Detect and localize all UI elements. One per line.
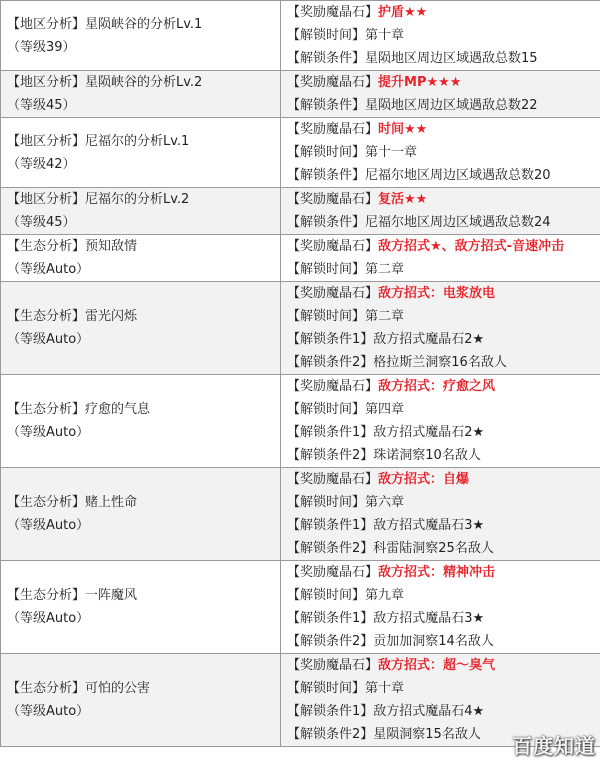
- detail-line: [287, 282, 594, 305]
- skill-name: 【生态分析】预知敌情: [7, 239, 138, 254]
- skill-name: 【生态分析】赌上性命: [7, 495, 138, 510]
- table-row: [1, 188, 600, 235]
- skill-name: 【地区分析】尼福尔的分析Lv.1: [7, 133, 190, 149]
- detail-value: 第二章: [365, 309, 405, 324]
- detail-value: 敌方招式魔晶石2★: [373, 425, 485, 440]
- detail-value: 星陨洞察15名敌人: [373, 727, 481, 742]
- detail-line: [287, 211, 594, 234]
- skill-level: （等级Auto）: [7, 518, 90, 533]
- detail-value: 第九章: [365, 588, 405, 603]
- skill-name: 【地区分析】星陨峡谷的分析Lv.2: [7, 75, 203, 90]
- detail-value: 第六章: [365, 495, 405, 510]
- detail-line: [287, 421, 594, 444]
- skill-name-cell: [1, 654, 281, 747]
- detail-value: 第十章: [365, 28, 405, 43]
- skill-name-cell: [1, 71, 281, 118]
- detail-label: 【奖励魔晶石】: [287, 472, 379, 487]
- detail-line: [287, 188, 594, 211]
- skill-detail-cell: [281, 375, 600, 468]
- detail-line: [287, 351, 594, 374]
- detail-value: 第十一章: [365, 145, 418, 160]
- detail-line: [287, 164, 594, 187]
- detail-label: 【解锁条件2】: [287, 727, 374, 742]
- skill-detail-cell: [281, 561, 600, 654]
- skill-detail-cell: [281, 118, 600, 188]
- detail-label: 【奖励魔晶石】: [287, 379, 379, 394]
- reward-crystal-value: 时间★★: [378, 122, 428, 137]
- detail-line: [287, 584, 594, 607]
- detail-line: [287, 654, 594, 677]
- reward-crystal-value: 护盾★★: [378, 5, 428, 20]
- detail-label: 【奖励魔晶石】: [287, 658, 379, 673]
- table-body: [1, 1, 600, 747]
- detail-label: 【解锁条件1】: [287, 518, 374, 533]
- table-row: [1, 654, 600, 747]
- detail-label: 【解锁时间】: [287, 28, 366, 43]
- skill-level: （等级Auto）: [7, 704, 90, 719]
- skill-name: 【生态分析】一阵魔风: [7, 588, 138, 603]
- skill-level: （等级Auto）: [7, 332, 90, 347]
- detail-line: [287, 328, 594, 351]
- skill-name: 【生态分析】雷光闪烁: [7, 309, 138, 324]
- detail-label: 【奖励魔晶石】: [287, 565, 379, 580]
- detail-label: 【解锁时间】: [287, 588, 366, 603]
- detail-line: [287, 630, 594, 653]
- detail-value: 敌方招式魔晶石4★: [373, 704, 485, 719]
- skill-detail-cell: [281, 282, 600, 375]
- skill-name-cell: [1, 188, 281, 235]
- skill-level: （等级45）: [7, 98, 76, 113]
- reward-crystal-value: 敌方招式：疗愈之风: [378, 379, 496, 394]
- reward-crystal-value: 敌方招式：精神冲击: [378, 565, 496, 580]
- detail-line: [287, 47, 594, 70]
- detail-label: 【解锁条件】: [287, 98, 366, 113]
- detail-label: 【解锁条件1】: [287, 611, 374, 626]
- skill-level: （等级Auto）: [7, 611, 90, 626]
- table-row: [1, 561, 600, 654]
- detail-value: 敌方招式魔晶石3★: [373, 518, 485, 533]
- detail-value: 珠诺洞察10名敌人: [373, 448, 481, 463]
- detail-line: [287, 141, 594, 164]
- detail-line: [287, 71, 594, 94]
- detail-line: [287, 468, 594, 491]
- detail-label: 【解锁条件】: [287, 51, 366, 66]
- detail-line: [287, 258, 594, 281]
- detail-line: [287, 444, 594, 467]
- detail-line: [287, 398, 594, 421]
- skill-level: （等级42）: [7, 156, 76, 172]
- detail-label: 【解锁时间】: [287, 262, 366, 277]
- skill-name-cell: [1, 561, 281, 654]
- reward-crystal-value: 复活★★: [378, 192, 428, 207]
- skill-detail-cell: [281, 188, 600, 235]
- reward-crystal-value: 提升MP★★★: [378, 75, 462, 90]
- detail-line: [287, 514, 594, 537]
- detail-label: 【奖励魔晶石】: [287, 5, 379, 20]
- detail-label: 【奖励魔晶石】: [287, 122, 379, 137]
- detail-label: 【解锁条件】: [287, 215, 366, 230]
- detail-value: 科雷陆洞察25名敌人: [373, 541, 494, 556]
- detail-value: 第四章: [365, 402, 405, 417]
- detail-label: 【解锁条件2】: [287, 634, 374, 649]
- table-row: [1, 375, 600, 468]
- detail-line: [287, 235, 594, 258]
- table-row: [1, 1, 600, 71]
- skill-level: （等级39）: [7, 39, 76, 55]
- skill-level: （等级45）: [7, 215, 76, 230]
- skill-detail-cell: [281, 71, 600, 118]
- skill-name-cell: [1, 235, 281, 282]
- reward-crystal-value: 敌方招式：电浆放电: [378, 286, 496, 301]
- detail-line: [287, 491, 594, 514]
- detail-line: [287, 607, 594, 630]
- skill-name-cell: [1, 282, 281, 375]
- skill-detail-cell: [281, 1, 600, 71]
- detail-line: [287, 537, 594, 560]
- detail-label: 【奖励魔晶石】: [287, 192, 379, 207]
- skill-name-cell: [1, 468, 281, 561]
- table-row: [1, 235, 600, 282]
- detail-line: [287, 118, 594, 141]
- detail-value: 尼福尔地区周边区域遇敌总数20: [365, 168, 551, 183]
- skill-name-cell: [1, 118, 281, 188]
- detail-label: 【解锁时间】: [287, 402, 366, 417]
- skill-detail-cell: [281, 468, 600, 561]
- skill-name: 【生态分析】疗愈的气息: [7, 402, 151, 417]
- detail-value: 贡加加洞察14名敌人: [373, 634, 494, 649]
- detail-label: 【解锁条件2】: [287, 448, 374, 463]
- reward-crystal-value: 敌方招式：超～臭气: [378, 658, 496, 673]
- table-row: [1, 71, 600, 118]
- detail-line: [287, 24, 594, 47]
- detail-line: [287, 94, 594, 117]
- detail-label: 【解锁条件】: [287, 168, 366, 183]
- skill-level: （等级Auto）: [7, 262, 90, 277]
- detail-line: [287, 305, 594, 328]
- detail-label: 【解锁条件1】: [287, 332, 374, 347]
- detail-label: 【奖励魔晶石】: [287, 75, 379, 90]
- watermark-logo: 百度知道: [512, 734, 596, 758]
- reward-crystal-value: 敌方招式★、敌方招式-音速冲击: [378, 239, 565, 254]
- detail-value: 格拉斯兰洞察16名敌人: [373, 355, 507, 370]
- detail-value: 星陨地区周边区域遇敌总数22: [365, 98, 538, 113]
- detail-line: [287, 375, 594, 398]
- skill-name: 【生态分析】可怕的公害: [7, 681, 151, 696]
- detail-label: 【解锁条件2】: [287, 541, 374, 556]
- reward-crystal-value: 敌方招式：自爆: [378, 472, 470, 487]
- detail-label: 【解锁时间】: [287, 145, 366, 160]
- detail-line: [287, 1, 594, 24]
- skill-level: （等级Auto）: [7, 425, 90, 440]
- detail-line: [287, 561, 594, 584]
- detail-label: 【解锁条件1】: [287, 425, 374, 440]
- table-row: [1, 468, 600, 561]
- skill-name: 【地区分析】星陨峡谷的分析Lv.1: [7, 16, 203, 32]
- detail-label: 【解锁条件1】: [287, 704, 374, 719]
- detail-label: 【奖励魔晶石】: [287, 286, 379, 301]
- detail-value: 星陨地区周边区域遇敌总数15: [365, 51, 538, 66]
- detail-label: 【解锁条件2】: [287, 355, 374, 370]
- skill-name: 【地区分析】尼福尔的分析Lv.2: [7, 192, 190, 207]
- detail-line: [287, 700, 594, 723]
- detail-label: 【解锁时间】: [287, 495, 366, 510]
- table-row: [1, 118, 600, 188]
- detail-value: 尼福尔地区周边区域遇敌总数24: [365, 215, 551, 230]
- detail-value: 第二章: [365, 262, 405, 277]
- detail-label: 【解锁时间】: [287, 309, 366, 324]
- skill-name-cell: [1, 375, 281, 468]
- skill-name-cell: [1, 1, 281, 71]
- detail-value: 第十章: [365, 681, 405, 696]
- skill-detail-cell: [281, 235, 600, 282]
- detail-line: [287, 677, 594, 700]
- detail-value: 敌方招式魔晶石3★: [373, 611, 485, 626]
- table-row: [1, 282, 600, 375]
- detail-label: 【奖励魔晶石】: [287, 239, 379, 254]
- detail-value: 敌方招式魔晶石2★: [373, 332, 485, 347]
- detail-label: 【解锁时间】: [287, 681, 366, 696]
